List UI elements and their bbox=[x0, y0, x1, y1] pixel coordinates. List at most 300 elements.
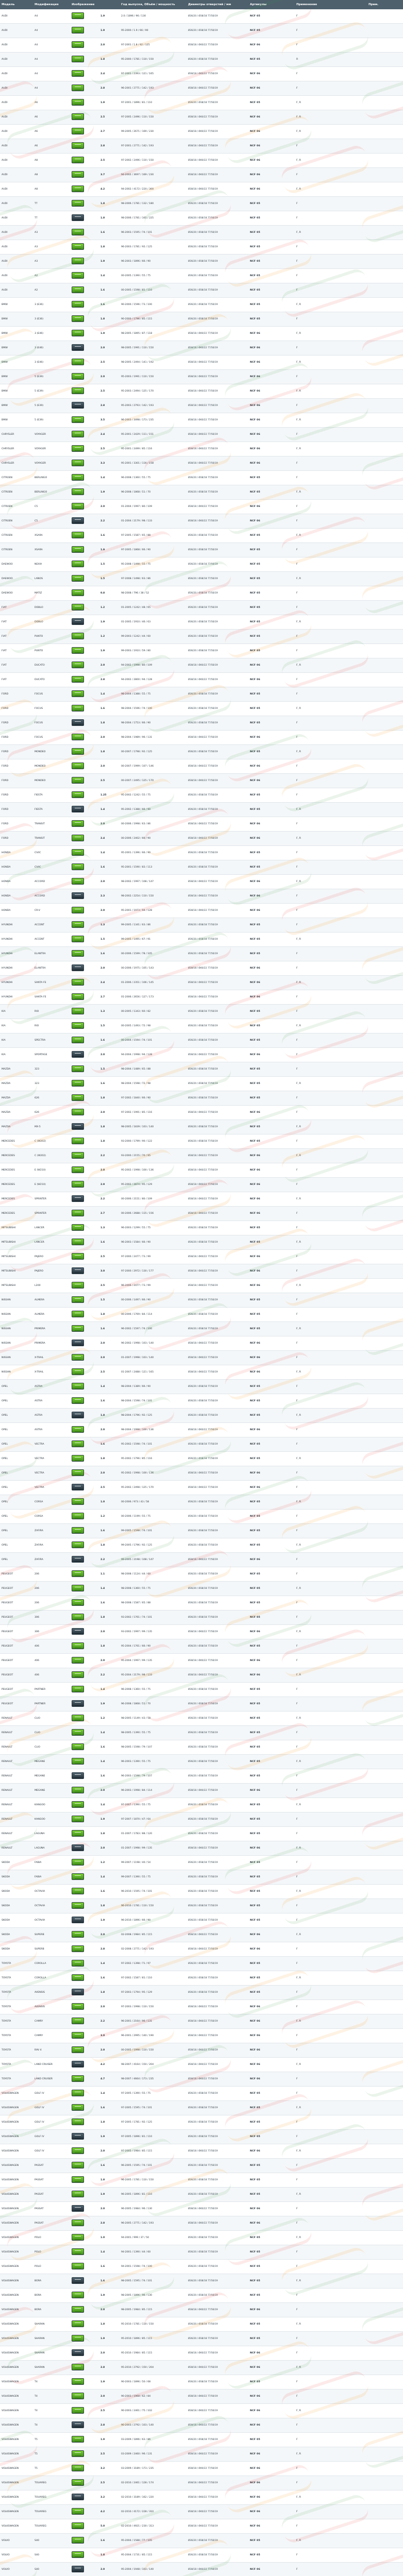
cell-make: VOLKSWAGEN bbox=[0, 2130, 33, 2144]
product-thumbnail-icon bbox=[72, 532, 84, 538]
product-thumbnail-icon bbox=[72, 27, 84, 33]
cell-part: NCF 05 bbox=[248, 1986, 295, 2000]
product-thumbnail-icon bbox=[72, 2393, 84, 2399]
cell-engine: 2.3 bbox=[99, 889, 120, 904]
header-details: Год выпуска, Объём / мощность bbox=[120, 0, 187, 9]
cell-make: KIA bbox=[0, 1019, 33, 1033]
product-thumbnail-icon bbox=[72, 762, 84, 769]
cell-engine: 1.1 bbox=[99, 1567, 120, 1582]
cell-details: 99-2005 / 2671 / 169 / 230 bbox=[120, 125, 187, 139]
cell-model: TOUAREG bbox=[33, 2505, 70, 2519]
cell-note bbox=[367, 2289, 403, 2303]
cell-engine: 1.6 bbox=[99, 1033, 120, 1048]
cell-note bbox=[367, 630, 403, 644]
cell-image bbox=[70, 1841, 99, 1856]
header-make: Модель bbox=[0, 0, 33, 9]
cell-details: 95-2002 / 1388 / 66 / 90 bbox=[120, 803, 187, 817]
cell-details: 95-2004 / 1731 / 85 / 115 bbox=[120, 2548, 187, 2563]
cell-part: NCF 06 bbox=[248, 1654, 295, 1668]
cell-details: 99-2005 / 1598 / 74 / 101 bbox=[120, 1524, 187, 1538]
cell-model: LAGUNA bbox=[33, 1841, 70, 1856]
cell-engine: 2.0 bbox=[99, 961, 120, 976]
cell-bores: Ø38/18 / Ø40/22 77/56/19 bbox=[187, 1264, 248, 1279]
cell-bores: Ø36/20 / Ø38/18 77/56/19 bbox=[187, 615, 248, 630]
cell-application: F bbox=[295, 1524, 367, 1538]
cell-details: 97-2005 / 1984 / 85 / 115 bbox=[120, 2144, 187, 2159]
cell-application: F bbox=[295, 1106, 367, 1120]
table-row bbox=[0, 1986, 403, 2000]
cell-details: 96-2008 / 1360 / 55 / 75 bbox=[120, 1683, 187, 1697]
product-thumbnail-icon bbox=[72, 777, 84, 784]
table-header bbox=[0, 0, 403, 9]
cell-application: F, R bbox=[295, 1192, 367, 1207]
cell-model: AVENSIS bbox=[33, 1986, 70, 2000]
table-row bbox=[0, 1639, 403, 1654]
cell-bores: Ø36/20 / Ø38/18 77/56/19 bbox=[187, 1394, 248, 1409]
cell-part: NCF 05 bbox=[248, 1913, 295, 1928]
cell-note bbox=[367, 2072, 403, 2087]
cell-details: 97-2002 / 1840 / 66 / 90 bbox=[120, 1091, 187, 1106]
cell-bores: Ø38/18 / Ø40/22 77/56/19 bbox=[187, 81, 248, 96]
cell-image bbox=[70, 1077, 99, 1091]
cell-image bbox=[70, 2245, 99, 2260]
cell-bores: Ø36/20 / Ø38/18 77/56/19 bbox=[187, 2087, 248, 2101]
cell-model: ELANTRA bbox=[33, 961, 70, 976]
cell-details: 96-2010 / 1896 / 66 / 90 bbox=[120, 1913, 187, 1928]
cell-engine: 2.2 bbox=[99, 1149, 120, 1163]
product-thumbnail-icon bbox=[72, 99, 84, 106]
cell-bores: Ø36/20 / Ø38/18 77/56/19 bbox=[187, 2548, 248, 2563]
cell-image bbox=[70, 687, 99, 702]
table-row bbox=[0, 1120, 403, 1134]
cell-model: LANCER bbox=[33, 1221, 70, 1235]
product-thumbnail-icon bbox=[72, 416, 84, 423]
cell-bores: Ø38/18 / Ø40/22 77/56/19 bbox=[187, 2029, 248, 2043]
cell-bores: Ø36/20 / Ø38/18 77/56/19 bbox=[187, 1986, 248, 2000]
cell-details: 98-2008 / 796 / 38 / 52 bbox=[120, 586, 187, 601]
cell-application: F bbox=[295, 1336, 367, 1351]
cell-part: NCF 05 bbox=[248, 1740, 295, 1755]
cell-make: VOLKSWAGEN bbox=[0, 2173, 33, 2188]
cell-model: BERLINGO bbox=[33, 471, 70, 485]
cell-application: F bbox=[295, 456, 367, 471]
cell-image bbox=[70, 601, 99, 615]
cell-engine: 1.6 bbox=[99, 2260, 120, 2274]
cell-image bbox=[70, 154, 99, 168]
cell-model: PASSAT bbox=[33, 2216, 70, 2231]
cell-image bbox=[70, 1726, 99, 1740]
cell-bores: Ø36/20 / Ø38/18 77/56/19 bbox=[187, 2433, 248, 2447]
cell-make: OPEL bbox=[0, 1380, 33, 1394]
cell-details: 00-2005 / 1343 / 60 / 82 bbox=[120, 1005, 187, 1019]
cell-image bbox=[70, 529, 99, 543]
cell-part: NCF 05 bbox=[248, 1235, 295, 1250]
cell-make: VOLKSWAGEN bbox=[0, 2519, 33, 2534]
cell-note bbox=[367, 485, 403, 500]
cell-make: MERCEDES bbox=[0, 1134, 33, 1149]
cell-model: CAMRY bbox=[33, 2014, 70, 2029]
cell-bores: Ø38/18 / Ø40/22 77/56/19 bbox=[187, 2447, 248, 2462]
cell-part: NCF 05 bbox=[248, 1870, 295, 1885]
cell-bores: Ø36/20 / Ø38/18 77/56/19 bbox=[187, 1798, 248, 1812]
product-thumbnail-icon bbox=[72, 1599, 84, 1606]
cell-engine: 2.2 bbox=[99, 1668, 120, 1683]
cell-bores: Ø38/18 / Ø40/22 77/56/19 bbox=[187, 1351, 248, 1365]
cell-note bbox=[367, 1899, 403, 1913]
cell-model: ALMERA bbox=[33, 1293, 70, 1308]
cell-note bbox=[367, 1510, 403, 1524]
table-row bbox=[0, 904, 403, 918]
product-thumbnail-icon bbox=[72, 2566, 84, 2572]
cell-note bbox=[367, 1423, 403, 1437]
cell-note bbox=[367, 2245, 403, 2260]
cell-image bbox=[70, 1380, 99, 1394]
cell-engine: 1.6 bbox=[99, 2274, 120, 2289]
cell-part: NCF 05 bbox=[248, 2173, 295, 2188]
cell-model: SUPERB bbox=[33, 1928, 70, 1942]
cell-make: VOLVO bbox=[0, 2548, 33, 2563]
product-thumbnail-icon bbox=[72, 1686, 84, 1692]
cell-bores: Ø36/20 / Ø38/18 77/56/19 bbox=[187, 702, 248, 716]
cell-engine: 3.2 bbox=[99, 2462, 120, 2476]
cell-part: NCF 05 bbox=[248, 1755, 295, 1769]
header-image: Изображение bbox=[70, 0, 99, 9]
cell-engine: 2.5 bbox=[99, 1279, 120, 1293]
cell-make: PEUGEOT bbox=[0, 1639, 33, 1654]
cell-model: ZAFIRA bbox=[33, 1524, 70, 1538]
table-row bbox=[0, 557, 403, 572]
cell-model: FIESTA bbox=[33, 788, 70, 803]
cell-details: 96-2003 / 1390 / 55 / 75 bbox=[120, 1755, 187, 1769]
cell-make: FIAT bbox=[0, 630, 33, 644]
cell-bores: Ø36/20 / Ø38/18 77/56/19 bbox=[187, 1077, 248, 1091]
cell-part: NCF 06 bbox=[248, 182, 295, 197]
cell-image bbox=[70, 485, 99, 500]
table-row bbox=[0, 1437, 403, 1452]
cell-details: 01-2007 / 2488 / 121 / 165 bbox=[120, 1365, 187, 1380]
product-thumbnail-icon bbox=[72, 2104, 84, 2111]
table-row bbox=[0, 456, 403, 471]
cell-details: 95-2001 / 1590 / 83 / 113 bbox=[120, 860, 187, 875]
cell-application: F, R bbox=[295, 413, 367, 428]
cell-make: MITSUBISHI bbox=[0, 1250, 33, 1264]
cell-engine: 1.4 bbox=[99, 2245, 120, 2260]
cell-bores: Ø38/18 / Ø40/22 77/56/19 bbox=[187, 1149, 248, 1163]
cell-note bbox=[367, 240, 403, 255]
product-thumbnail-icon bbox=[72, 402, 84, 409]
cell-application: F bbox=[295, 2115, 367, 2130]
cell-application: F bbox=[295, 716, 367, 731]
cell-bores: Ø38/18 / Ø40/22 77/56/19 bbox=[187, 2202, 248, 2216]
cell-image bbox=[70, 2462, 99, 2476]
table-row bbox=[0, 615, 403, 630]
cell-image bbox=[70, 2433, 99, 2447]
cell-bores: Ø36/20 / Ø38/18 77/56/19 bbox=[187, 2130, 248, 2144]
cell-image bbox=[70, 226, 99, 240]
cell-part: NCF 06 bbox=[248, 1942, 295, 1957]
cell-image bbox=[70, 976, 99, 990]
cell-make: VOLKSWAGEN bbox=[0, 2404, 33, 2418]
cell-image bbox=[70, 1769, 99, 1784]
cell-part: NCF 05 bbox=[248, 2231, 295, 2245]
cell-application: F bbox=[295, 557, 367, 572]
cell-image bbox=[70, 1019, 99, 1033]
table-row bbox=[0, 1495, 403, 1510]
cell-details: 95-2004 / 1588 / 77 / 105 bbox=[120, 2534, 187, 2548]
cell-image bbox=[70, 1510, 99, 1524]
cell-details: 94-2002 / 3697 / 169 / 230 bbox=[120, 168, 187, 182]
cell-note bbox=[367, 572, 403, 586]
cell-engine: 2.0 bbox=[99, 500, 120, 514]
cell-engine: 2.0 bbox=[99, 2346, 120, 2361]
cell-model: PUNTO bbox=[33, 630, 70, 644]
cell-details: 99-2007 / 1198 / 40 / 54 bbox=[120, 1856, 187, 1870]
cell-application: F bbox=[295, 168, 367, 182]
cell-part: NCF 05 bbox=[248, 1221, 295, 1235]
table-row bbox=[0, 1740, 403, 1755]
cell-make: DAEWOO bbox=[0, 557, 33, 572]
cell-details: 95-2010 / 1984 / 85 / 115 bbox=[120, 2346, 187, 2361]
table-row bbox=[0, 1856, 403, 1870]
cell-details: 95-2002 / 1796 / 85 / 116 bbox=[120, 1452, 187, 1466]
cell-model: A6 bbox=[33, 125, 70, 139]
cell-make: NISSAN bbox=[0, 1322, 33, 1336]
cell-note bbox=[367, 1971, 403, 1986]
cell-model: CAMRY bbox=[33, 2029, 70, 2043]
cell-application: F bbox=[295, 1986, 367, 2000]
table-row bbox=[0, 2115, 403, 2130]
cell-image bbox=[70, 1452, 99, 1466]
cell-make: VOLKSWAGEN bbox=[0, 2462, 33, 2476]
cell-engine: 4.7 bbox=[99, 2072, 120, 2087]
cell-engine: 1.8 bbox=[99, 240, 120, 255]
cell-part: NCF 06 bbox=[248, 1423, 295, 1437]
cell-note bbox=[367, 2389, 403, 2404]
cell-application: F bbox=[295, 2389, 367, 2404]
cell-part: NCF 05 bbox=[248, 1596, 295, 1611]
cell-bores: Ø38/18 / Ø40/22 77/56/19 bbox=[187, 2058, 248, 2072]
product-thumbnail-icon bbox=[72, 618, 84, 625]
cell-engine: 1.9 bbox=[99, 2130, 120, 2144]
cell-image bbox=[70, 1207, 99, 1221]
product-thumbnail-icon bbox=[72, 2479, 84, 2486]
cell-application: F bbox=[295, 2043, 367, 2058]
cell-part: NCF 06 bbox=[248, 1466, 295, 1481]
cell-note bbox=[367, 312, 403, 327]
cell-engine: 2.7 bbox=[99, 1207, 120, 1221]
cell-make: SKODA bbox=[0, 1899, 33, 1913]
product-thumbnail-icon bbox=[72, 921, 84, 928]
cell-make: CITROEN bbox=[0, 500, 33, 514]
cell-engine: 1.6 bbox=[99, 947, 120, 961]
cell-model: MEGANE bbox=[33, 1755, 70, 1769]
table-row bbox=[0, 1611, 403, 1625]
cell-engine: 1.8 bbox=[99, 2317, 120, 2332]
cell-make: PEUGEOT bbox=[0, 1668, 33, 1683]
cell-part: NCF 05 bbox=[248, 1308, 295, 1322]
table-row bbox=[0, 240, 403, 255]
cell-engine: 1.9 bbox=[99, 615, 120, 630]
table-row bbox=[0, 2289, 403, 2303]
cell-details: 96-2005 / 1984 / 96 / 130 bbox=[120, 2202, 187, 2216]
cell-model: C (W202) bbox=[33, 1149, 70, 1163]
cell-note bbox=[367, 2202, 403, 2216]
cell-image bbox=[70, 53, 99, 67]
cell-application: F bbox=[295, 2476, 367, 2490]
cell-image bbox=[70, 413, 99, 428]
cell-engine: 2.0 bbox=[99, 2043, 120, 2058]
cell-make: FORD bbox=[0, 788, 33, 803]
cell-image bbox=[70, 658, 99, 673]
cell-image bbox=[70, 240, 99, 255]
cell-application: F, R bbox=[295, 529, 367, 543]
cell-note bbox=[367, 2447, 403, 2462]
cell-part: NCF 06 bbox=[248, 2505, 295, 2519]
cell-make: NISSAN bbox=[0, 1293, 33, 1308]
cell-note bbox=[367, 1250, 403, 1264]
cell-model: KANGOO bbox=[33, 1812, 70, 1827]
cell-engine: 1.5 bbox=[99, 1062, 120, 1077]
cell-bores: Ø36/20 / Ø38/18 77/56/19 bbox=[187, 1495, 248, 1510]
cell-note bbox=[367, 615, 403, 630]
cell-bores: Ø36/20 / Ø38/18 77/56/19 bbox=[187, 1134, 248, 1149]
cell-make: FORD bbox=[0, 687, 33, 702]
cell-application: F bbox=[295, 586, 367, 601]
cell-application: F, R bbox=[295, 226, 367, 240]
cell-note bbox=[367, 1365, 403, 1380]
table-row bbox=[0, 1510, 403, 1524]
cell-make: MERCEDES bbox=[0, 1192, 33, 1207]
cell-part: NCF 06 bbox=[248, 139, 295, 154]
cell-model: ALMERA bbox=[33, 1308, 70, 1322]
cell-application: F bbox=[295, 1005, 367, 1019]
table-row bbox=[0, 1668, 403, 1683]
cell-details: 97-2002 / 1398 / 71 / 97 bbox=[120, 1957, 187, 1971]
cell-part: NCF 06 bbox=[248, 658, 295, 673]
cell-part: NCF 06 bbox=[248, 1192, 295, 1207]
table-row bbox=[0, 471, 403, 485]
cell-image bbox=[70, 1582, 99, 1596]
cell-model: 5 (E39) bbox=[33, 413, 70, 428]
cell-note bbox=[367, 543, 403, 557]
cell-note bbox=[367, 1163, 403, 1178]
cell-note bbox=[367, 442, 403, 456]
cell-details: 96-2005 / 1781 / 110 / 150 bbox=[120, 2173, 187, 2188]
cell-note bbox=[367, 1019, 403, 1033]
table-row bbox=[0, 2418, 403, 2433]
cell-details: 97-2001 / 1896 / 81 / 110 bbox=[120, 96, 187, 110]
cell-details: 96-2003 / 1896 / 66 / 90 bbox=[120, 255, 187, 269]
cell-note bbox=[367, 1538, 403, 1553]
cell-image bbox=[70, 759, 99, 774]
product-thumbnail-icon bbox=[72, 575, 84, 582]
cell-engine: 1.4 bbox=[99, 1582, 120, 1596]
cell-make: TOYOTA bbox=[0, 1971, 33, 1986]
cell-part: NCF 06 bbox=[248, 1250, 295, 1264]
cell-model: T4 bbox=[33, 2404, 70, 2418]
cell-make: VOLKSWAGEN bbox=[0, 2389, 33, 2404]
cell-note bbox=[367, 1178, 403, 1192]
cell-make: FORD bbox=[0, 759, 33, 774]
cell-details: 96-2005 / 1595 / 74 / 101 bbox=[120, 2159, 187, 2173]
cell-make: MERCEDES bbox=[0, 1163, 33, 1178]
cell-model: 323 bbox=[33, 1062, 70, 1077]
cell-details: 98-2004 / 1389 / 66 / 90 bbox=[120, 1380, 187, 1394]
cell-make: FIAT bbox=[0, 658, 33, 673]
table-row bbox=[0, 2447, 403, 2462]
product-thumbnail-icon bbox=[72, 517, 84, 524]
cell-note bbox=[367, 990, 403, 1005]
cell-part: NCF 06 bbox=[248, 1625, 295, 1639]
cell-engine: 1.4 bbox=[99, 1683, 120, 1697]
product-thumbnail-icon bbox=[72, 892, 84, 899]
cell-make: MAZDA bbox=[0, 1062, 33, 1077]
cell-application: F, R bbox=[295, 485, 367, 500]
cell-make: VOLKSWAGEN bbox=[0, 2159, 33, 2173]
cell-bores: Ø38/18 / Ø40/22 77/56/19 bbox=[187, 1625, 248, 1639]
cell-note bbox=[367, 471, 403, 485]
cell-image bbox=[70, 1928, 99, 1942]
cell-engine: 0.8 bbox=[99, 586, 120, 601]
cell-make: OPEL bbox=[0, 1452, 33, 1466]
product-thumbnail-icon bbox=[72, 1614, 84, 1620]
table-row bbox=[0, 1264, 403, 1279]
cell-image bbox=[70, 1033, 99, 1048]
header-note: Прим. bbox=[367, 0, 403, 9]
product-thumbnail-icon bbox=[72, 1296, 84, 1303]
cell-bores: Ø38/18 / Ø40/22 77/56/19 bbox=[187, 832, 248, 846]
cell-application: F, R bbox=[295, 1452, 367, 1466]
cell-application: F bbox=[295, 1697, 367, 1711]
cell-note bbox=[367, 817, 403, 832]
cell-make: RENAULT bbox=[0, 1755, 33, 1769]
cell-image bbox=[70, 2361, 99, 2375]
cell-bores: Ø38/18 / Ø40/22 77/56/19 bbox=[187, 904, 248, 918]
cell-application: F bbox=[295, 1481, 367, 1495]
cell-image bbox=[70, 2000, 99, 2014]
cell-make: VOLKSWAGEN bbox=[0, 2346, 33, 2361]
cell-engine: 1.8 bbox=[99, 1452, 120, 1466]
cell-part: NCF 06 bbox=[248, 38, 295, 53]
cell-bores: Ø36/20 / Ø38/18 77/56/19 bbox=[187, 918, 248, 933]
cell-make: NISSAN bbox=[0, 1308, 33, 1322]
cell-application: F, R bbox=[295, 2361, 367, 2375]
cell-part: NCF 06 bbox=[248, 341, 295, 355]
cell-application: F bbox=[295, 2418, 367, 2433]
cell-note bbox=[367, 1495, 403, 1510]
product-thumbnail-icon bbox=[72, 2219, 84, 2226]
cell-engine: 2.0 bbox=[99, 1625, 120, 1639]
cell-part: NCF 05 bbox=[248, 255, 295, 269]
cell-model: RIO bbox=[33, 1019, 70, 1033]
cell-engine: 1.8 bbox=[99, 1091, 120, 1106]
cell-bores: Ø36/20 / Ø38/18 77/56/19 bbox=[187, 860, 248, 875]
cell-image bbox=[70, 1221, 99, 1235]
cell-model: CR-V bbox=[33, 904, 70, 918]
cell-bores: Ø36/20 / Ø38/18 77/56/19 bbox=[187, 96, 248, 110]
cell-bores: Ø36/20 / Ø38/18 77/56/19 bbox=[187, 2534, 248, 2548]
cell-model: VOYAGER bbox=[33, 442, 70, 456]
cell-model: GOLF IV bbox=[33, 2130, 70, 2144]
cell-application: F bbox=[295, 1639, 367, 1654]
cell-note bbox=[367, 687, 403, 702]
cell-note bbox=[367, 2260, 403, 2274]
cell-make: PEUGEOT bbox=[0, 1697, 33, 1711]
cell-image bbox=[70, 125, 99, 139]
cell-part: NCF 05 bbox=[248, 687, 295, 702]
cell-part: NCF 06 bbox=[248, 2404, 295, 2418]
table-row bbox=[0, 788, 403, 803]
